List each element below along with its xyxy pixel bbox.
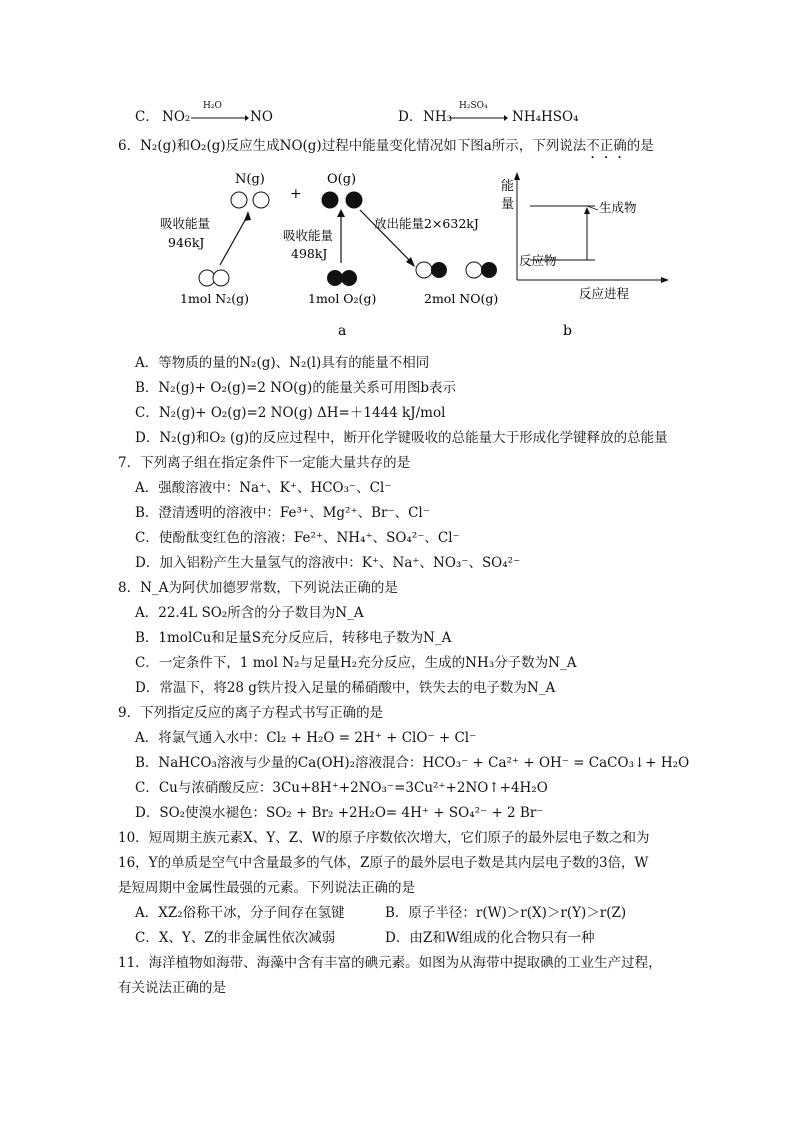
fig-b-ylabel2: 量 (501, 197, 515, 212)
q8-option-b: B．1molCu和足量S充分反应后，转移电子数为N_A (135, 630, 452, 646)
q5-d-from: NH₃ (423, 109, 452, 125)
q8-option-a: A．22.4L SO₂所含的分子数目为N_A (135, 605, 364, 621)
fig-b-reactant: 反应物 (519, 253, 557, 268)
q5-c-to: NO (250, 109, 273, 125)
q5-c-reagent: H₂O (203, 101, 222, 111)
q7-option-c: C．使酚酞变红色的溶液：Fe²⁺、NH₄⁺、SO₄²⁻、Cl⁻ (135, 530, 460, 546)
fig-a-absorb2-val: 498kJ (291, 246, 328, 261)
q5-d-label: D． (398, 109, 423, 125)
q10-option-d: D．由Z和W组成的化合物只有一种 (385, 930, 595, 946)
q5-d-arrow-icon (450, 114, 508, 122)
o-atom-icon (431, 262, 447, 278)
n-atom-icon (416, 262, 432, 278)
n-atom-icon (213, 270, 229, 286)
q10-option-c: C．X、Y、Z的非金属性依次减弱 (135, 930, 336, 946)
q5-c-label: C． (135, 109, 159, 125)
q6-stem (118, 137, 654, 162)
figure-b (495, 170, 675, 340)
q6-option-d: D．N₂(g)和O₂ (g)的反应过程中，断开化学键吸收的总能量大于形成化学键释放的总能量 (135, 430, 668, 446)
q5-c-from: NO₂ (162, 109, 191, 125)
fig-a-absorb1-val: 946kJ (168, 235, 205, 250)
q10-stem-line2: 16，Y的单质是空气中含量最多的气体，Z原子的最外层电子数是其内层电子数的3倍，W (118, 855, 649, 871)
n-atom-icon (466, 262, 482, 278)
fig-b-xlabel: 反应进程 (579, 286, 630, 301)
fig-a-absorb2: 吸收能量 (283, 228, 334, 243)
fig-a-absorb1: 吸收能量 (160, 216, 211, 231)
q5-d-reagent: H₂SO₄ (459, 101, 488, 111)
arrow-n2-icon (220, 215, 248, 265)
n-atom-icon (253, 192, 269, 208)
q7-option-a: A．强酸溶液中：Na⁺、K⁺、HCO₃⁻、Cl⁻ (135, 480, 392, 496)
q9-option-d: D．SO₂使溴水褪色：SO₂ + Br₂ +2H₂O= 4H⁺ + SO₄²⁻ + 2 Br⁻ (135, 805, 544, 821)
q10-option-b: B．原子半径：r(W)＞r(X)＞r(Y)＞r(Z) (385, 905, 627, 921)
fig-a-no: 2mol NO(g) (424, 291, 499, 306)
q9-option-c: C．Cu与浓硝酸反应：3Cu+8H⁺+2NO₃⁻=3Cu²⁺+2NO↑+4H₂O (135, 780, 548, 796)
q7-option-d: D．加入铝粉产生大量氢气的溶液中：K⁺、Na⁺、NO₃⁻、SO₄²⁻ (135, 555, 521, 571)
q6-option-c: C．N₂(g)+ O₂(g)=2 NO(g) ΔH=＋1444 kJ/mol (135, 405, 446, 421)
o-atom-icon (346, 192, 362, 208)
q11-stem-line1: 11．海洋植物如海带、海藻中含有丰富的碘元素。如图为从海带中提取碘的工业生产过程， (118, 955, 662, 971)
o-atom-icon (341, 270, 357, 286)
fig-b-product: 生成物 (599, 200, 637, 215)
o-atom-icon (327, 270, 343, 286)
n-atom-icon (231, 192, 247, 208)
q9-stem: 9．下列指定反应的离子方程式书写正确的是 (118, 705, 384, 721)
fig-a-plus: + (290, 186, 302, 202)
q10-stem-line3: 是短周期中金属性最强的元素。下列说法正确的是 (118, 880, 415, 896)
q6-stem-post: 的是 (626, 138, 654, 154)
q9-option-a: A．将氯气通入水中：Cl₂ + H₂O = 2H⁺ + ClO⁻ + Cl⁻ (135, 730, 477, 746)
fig-a-label: a (338, 323, 347, 339)
q10-stem-line1: 10．短周期主族元素X、Y、Z、W的原子序数依次增大，它们原子的最外层电子数之和为 (118, 830, 650, 846)
q11-stem-line2: 有关说法正确的是 (118, 980, 226, 996)
q7-option-b: B．澄清透明的溶液中：Fe³⁺、Mg²⁺、Br⁻、Cl⁻ (135, 505, 430, 521)
q7-stem: 7．下列离子组在指定条件下一定能大量共存的是 (118, 455, 411, 471)
fig-a-o-g: O(g) (327, 172, 357, 187)
q8-option-d: D．常温下，将28 g铁片投入足量的稀硝酸中，铁失去的电子数为N_A (135, 680, 556, 696)
fig-b-ylabel1: 能 (501, 179, 515, 194)
q6-option-a: A．等物质的量的N₂(g)、N₂(l)具有的能量不相同 (135, 355, 430, 371)
q8-stem: 8．N_A为阿伏加德罗常数，下列说法正确的是 (118, 580, 398, 596)
figure-a (140, 165, 520, 345)
q6-stem-emph: 不正确 (586, 138, 627, 154)
fig-a-release: 放出能量2×632kJ (374, 216, 479, 231)
fig-a-n2: 1mol N₂(g) (180, 291, 250, 306)
q9-option-b: B．NaHCO₃溶液与少量的Ca(OH)₂溶液混合：HCO₃⁻ + Ca²⁺ + OH⁻ = CaCO₃↓+ H₂O (135, 755, 690, 771)
q5-d-to: NH₄HSO₄ (512, 109, 579, 125)
q6-stem-pre: 6．N₂(g)和O₂(g)反应生成NO(g)过程中能量变化情况如下图a所示，下列说法 (118, 138, 587, 154)
o-atom-icon (322, 192, 338, 208)
q10-option-a: A．XZ₂俗称干冰，分子间存在氢键 (135, 905, 345, 921)
fig-a-o2: 1mol O₂(g) (308, 291, 377, 306)
q8-option-c: C．一定条件下，1 mol N₂与足量H₂充分反应，生成的NH₃分子数为N_A (135, 655, 577, 671)
fig-b-label: b (563, 323, 572, 339)
fig-a-n-g: N(g) (235, 172, 265, 187)
q6-option-b: B．N₂(g)+ O₂(g)=2 NO(g)的能量关系可用图b表示 (135, 380, 456, 396)
q5-c-arrow-icon (191, 114, 249, 122)
